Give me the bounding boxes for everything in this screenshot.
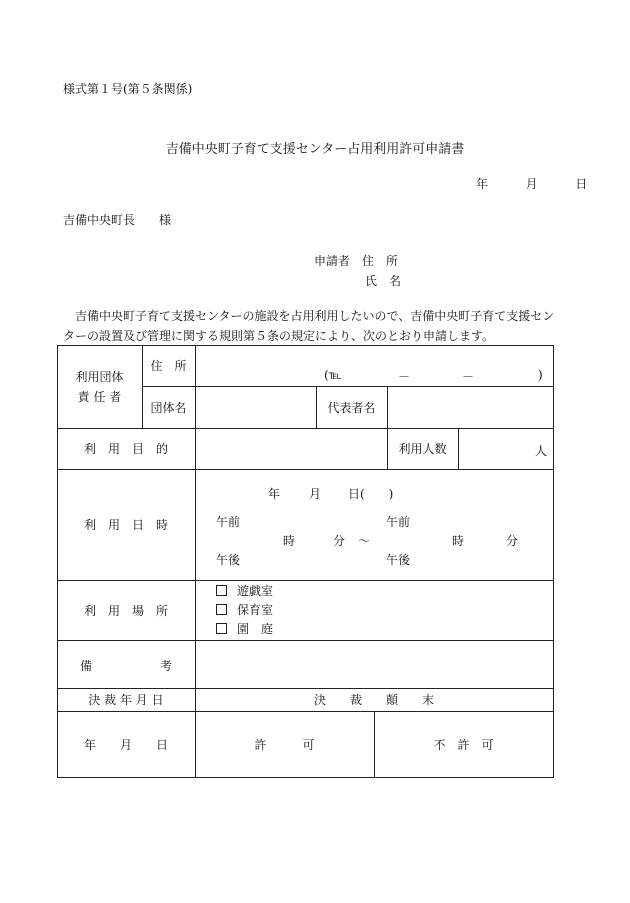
end-hour-label: 時: [452, 534, 465, 548]
date-month-label: 月: [525, 177, 538, 191]
responsible-label-line1: 利用団体: [75, 369, 124, 384]
datetime-label: 利 用 日 時: [83, 518, 168, 532]
checkbox-icon[interactable]: [216, 604, 227, 615]
remarks-label-2: 考: [160, 659, 173, 673]
people-count-label: 利用人数: [398, 442, 447, 456]
table-border-bottom: [57, 777, 554, 778]
table-line: [387, 386, 388, 428]
place-option-label: 園 庭: [237, 622, 274, 636]
datetime-month: 月: [309, 487, 322, 501]
tel-close: ): [538, 368, 543, 382]
date-day-label: 日: [575, 177, 588, 191]
applicant-address-label: 申請者 住 所: [314, 254, 399, 268]
applicant-block: [314, 251, 401, 291]
not-permit-label: 不 許 可: [433, 737, 494, 752]
form-number: 様式第１号(第５条関係): [63, 82, 193, 96]
place-option-label: 遊戯室: [237, 584, 274, 598]
responsible-person-label: [57, 345, 142, 428]
place-option[interactable]: [216, 620, 273, 639]
table-line: [458, 428, 459, 469]
time-range-tilde: ～: [358, 534, 371, 548]
end-minute-label: 分: [506, 534, 519, 548]
application-statement: 吉備中央町子育て支援センターの施設を占用利用したいので、吉備中央町子育て支援センターの設置及び管理に関する規則第５条の規定により、次のとおり申請します。: [63, 309, 555, 343]
document-title: 吉備中央町子育て支援センター占用利用許可申請書: [165, 142, 465, 157]
table-border-right: [553, 345, 554, 778]
tel-open: (℡: [324, 368, 342, 382]
datetime-year: 年: [268, 487, 281, 501]
start-am-label: 午前: [216, 515, 241, 529]
end-pm-label: 午後: [386, 553, 411, 567]
permit-label: 許 可: [254, 737, 315, 752]
responsible-label-line2: 責 任 者: [77, 389, 122, 404]
purpose-label: 利 用 目 的: [83, 442, 168, 456]
decision-date-label: 決 裁 年 月 日: [88, 693, 164, 707]
start-pm-label: 午後: [216, 553, 241, 567]
place-option[interactable]: [216, 601, 273, 620]
place-label: 利 用 場 所: [83, 603, 168, 618]
representative-label: 代表者名: [327, 400, 376, 415]
start-minute-label: 分: [333, 534, 346, 548]
checkbox-icon[interactable]: [216, 623, 227, 634]
start-hour-label: 時: [283, 534, 296, 548]
date-year-label: 年: [476, 177, 489, 191]
place-option-label: 保育室: [237, 603, 274, 617]
checkbox-icon[interactable]: [216, 585, 227, 596]
datetime-day: 日( ): [348, 487, 394, 501]
applicant-name-label: 氏 名: [365, 274, 402, 288]
tel-dash-1: －: [398, 370, 411, 384]
place-option[interactable]: [216, 582, 273, 601]
people-unit: 人: [535, 444, 548, 458]
place-options: [216, 582, 273, 639]
group-name-label: 団体名: [150, 400, 187, 415]
remarks-label-1: 備: [80, 659, 93, 673]
tel-dash-2: －: [462, 370, 475, 384]
application-date: [476, 175, 587, 192]
addressee: 吉備中央町長 様: [63, 213, 172, 227]
decision-details-label: 決 裁 顛 末: [313, 693, 434, 707]
table-line: [57, 640, 554, 641]
decision-date-value: 年 月 日: [83, 737, 168, 752]
address-label: 住 所: [150, 358, 187, 373]
end-am-label: 午前: [386, 515, 411, 529]
